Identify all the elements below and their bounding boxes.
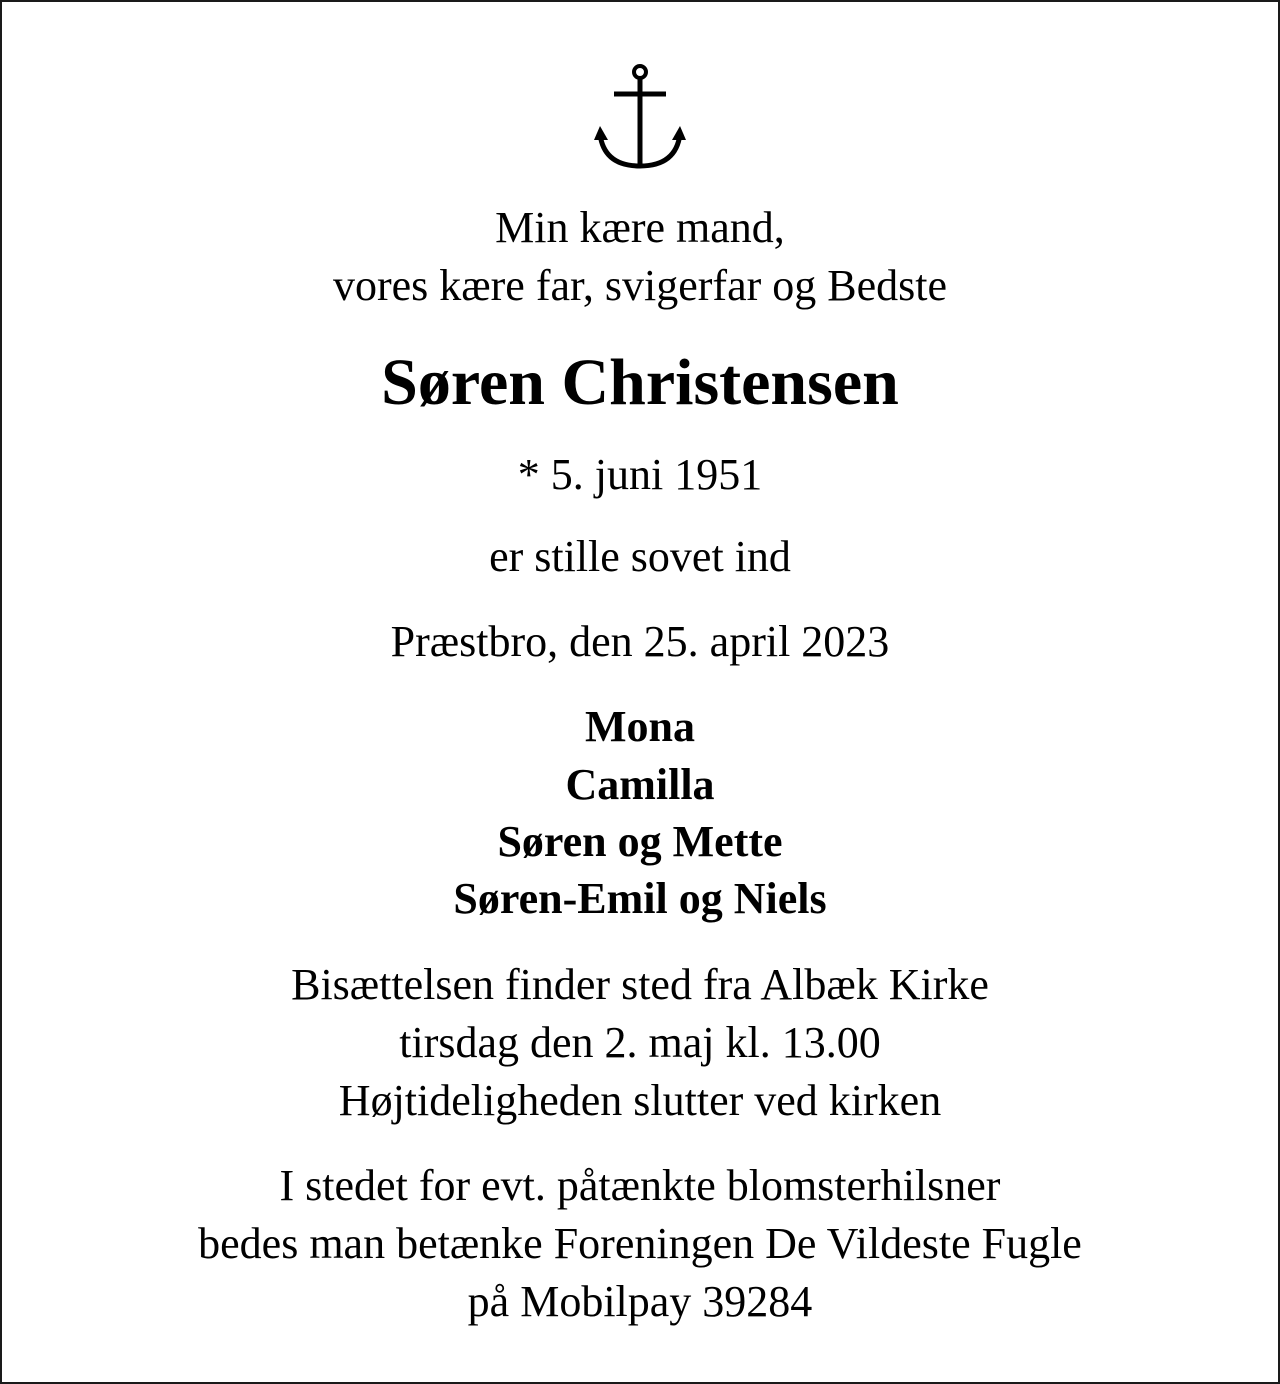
- donation-line-1: I stedet for evt. påtænkte blomsterhilsner: [279, 1161, 1001, 1210]
- intro-line-1: Min kære mand,: [495, 203, 785, 252]
- anchor-icon: [594, 62, 686, 170]
- family-member: Søren-Emil og Niels: [453, 874, 827, 923]
- birth-date: * 5. juni 1951: [517, 450, 763, 499]
- family-member: Mona: [585, 702, 695, 751]
- funeral-line-2: tirsdag den 2. maj kl. 13.00: [399, 1018, 881, 1067]
- deceased-name: Søren Christensen: [381, 346, 899, 419]
- intro-line-2: vores kære far, svigerfar og Bedste: [332, 261, 948, 310]
- donation-line-2: bedes man betænke Foreningen De Vildeste Fugle: [198, 1219, 1082, 1268]
- family-member: Søren og Mette: [497, 817, 783, 866]
- funeral-line-3: Højtideligheden slutter ved kirken: [338, 1076, 942, 1125]
- passing-text: er stille sovet ind: [489, 532, 791, 581]
- funeral-line-1: Bisættelsen finder sted fra Albæk Kirke: [291, 960, 989, 1009]
- donation-line-3: på Mobilpay 39284: [467, 1277, 813, 1326]
- place-date: Præstbro, den 25. april 2023: [390, 617, 890, 666]
- family-member: Camilla: [565, 760, 715, 809]
